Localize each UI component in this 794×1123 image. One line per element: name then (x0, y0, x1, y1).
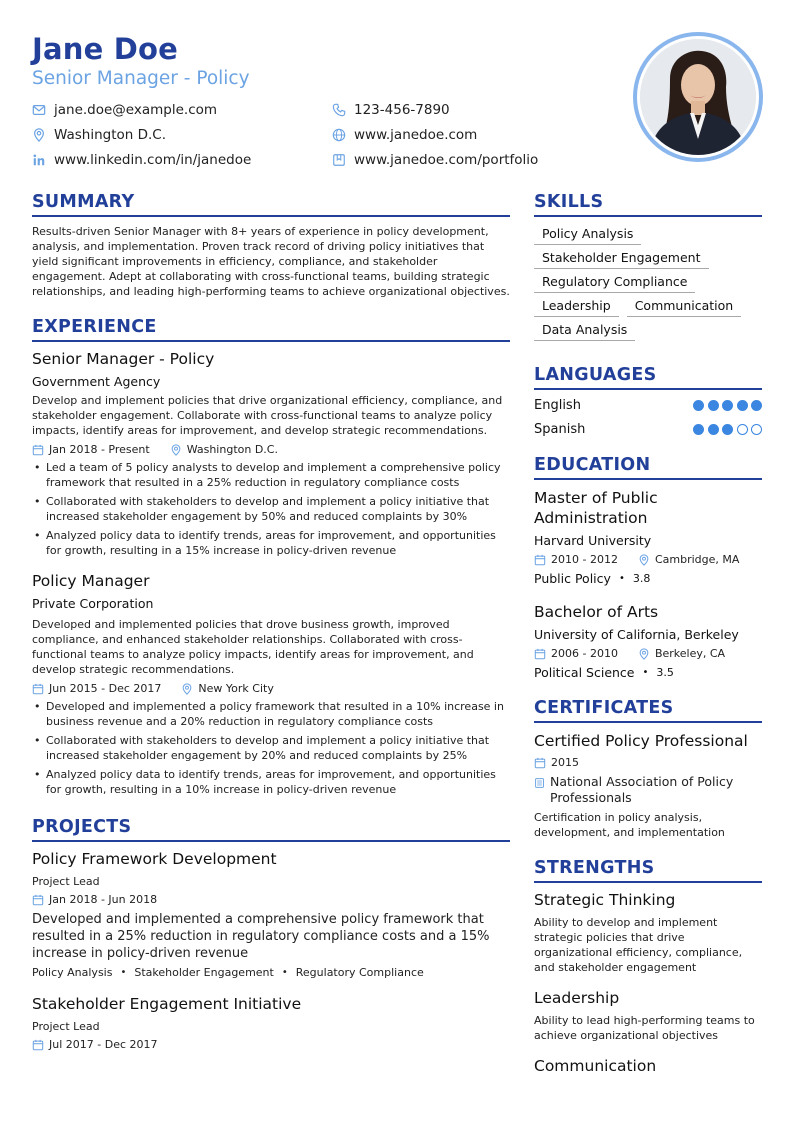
strength-item (534, 989, 762, 1043)
level-dot-filled (722, 424, 733, 435)
strength-title: Communication (534, 1057, 657, 1075)
experience-heading: EXPERIENCE (32, 317, 510, 342)
project-tags (32, 966, 510, 979)
job-bullet: • Collaborated with stakeholders to develop and implement a policy initiative that increased stakeholder engagement by 20% and reduced complaints by 25% (32, 733, 510, 763)
education-location: Cambridge, MA (654, 553, 740, 566)
job-description: Develop and implement policies that drive organizational efficiency, compliance, and stakeholder engagement. Collaborate with cross-functional teams to analyze policy impacts, identify areas for improvement, and develop strategic recommendations. (32, 394, 503, 437)
project-tag: Regulatory Compliance (295, 966, 424, 979)
job-company: Government Agency (32, 374, 161, 389)
location-pin-icon (638, 554, 650, 566)
education-field-row (534, 665, 762, 680)
level-dot-filled (708, 424, 719, 435)
job-dates: Jun 2015 - Dec 2017 (49, 682, 162, 695)
languages-heading: LANGUAGES (534, 365, 762, 390)
education-dates: 2010 - 2012 (551, 553, 618, 566)
profile-photo (640, 39, 756, 155)
institution-icon (534, 776, 545, 790)
project-meta (32, 1038, 510, 1051)
location-pin-icon (638, 648, 650, 660)
phone-text: 123-456-7890 (354, 102, 450, 118)
education-school: Harvard University (534, 533, 652, 548)
skills-heading: SKILLS (534, 192, 762, 217)
tag-separator: • (120, 967, 127, 978)
calendar-icon (534, 554, 546, 566)
location-pin-icon (32, 128, 46, 142)
location-pin-icon (170, 444, 182, 456)
strength-description: Ability to lead high-performing teams to achieve organizational objectives (534, 1014, 755, 1042)
tag-separator: • (281, 967, 288, 978)
level-dot-empty (751, 424, 762, 435)
globe-icon (332, 128, 346, 142)
project-item (32, 850, 510, 979)
education-location: Berkeley, CA (654, 647, 726, 660)
education-meta (534, 553, 762, 566)
phone-icon (332, 103, 346, 117)
project-title: Policy Framework Development (32, 850, 277, 868)
job-title: Senior Manager - Policy (32, 350, 215, 368)
contact-website[interactable] (332, 127, 477, 143)
education-field-row (534, 571, 762, 586)
project-role: Project Lead (32, 1020, 100, 1033)
strength-item (534, 1057, 762, 1075)
certificates-heading: CERTIFICATES (534, 698, 762, 723)
linkedin-icon (32, 153, 46, 167)
strength-description: Ability to develop and implement strategic policies that drive organizational efficiency, compliance, and stakeholder engagement (534, 916, 743, 974)
certificate-issuer-row (534, 774, 762, 806)
level-dot-filled (722, 400, 733, 411)
strengths-heading: STRENGTHS (534, 858, 762, 883)
language-row (534, 398, 762, 413)
experience-item (32, 350, 510, 558)
language-level (690, 400, 763, 411)
job-bullet: • Led a team of 5 policy analysts to develop and implement a comprehensive policy framework that resulted in a 25% reduction in regulatory compliance costs (32, 460, 510, 490)
certificate-meta (534, 756, 762, 769)
project-item (32, 995, 510, 1051)
projects-heading: PROJECTS (32, 817, 510, 842)
project-dates: Jul 2017 - Dec 2017 (49, 1038, 158, 1051)
level-dot-filled (737, 400, 748, 411)
level-dot-filled (708, 400, 719, 411)
contact-linkedin[interactable] (32, 152, 251, 168)
project-description: Developed and implemented a comprehensive policy framework that resulted in a 25% reduction in regulatory compliance costs and a 15% increase in policy-driven revenue (32, 912, 490, 961)
education-gpa: 3.8 (632, 572, 651, 585)
job-meta (32, 682, 510, 695)
job-company: Private Corporation (32, 596, 154, 611)
education-item (534, 488, 762, 586)
job-dates: Jan 2018 - Present (49, 443, 150, 456)
language-name: Spanish (534, 422, 586, 437)
candidate-title: Senior Manager - Policy (32, 68, 250, 89)
certificate-item (534, 731, 762, 840)
education-meta (534, 647, 762, 660)
summary-text: Results-driven Senior Manager with 8+ years of experience in policy development, analysis, and implementation. Proven track record of driving policy initiatives that yield significant improvements in efficiency, compliance, and stakeholder engagement. Adept at collaborating with cross-functional teams, building strategic relationships, and leading high-performing teams to achieve organizational objectives. (32, 225, 510, 298)
education-degree: Bachelor of Arts (534, 603, 659, 621)
skills-list (534, 225, 762, 345)
calendar-icon (32, 444, 44, 456)
calendar-icon (32, 683, 44, 695)
education-dates: 2006 - 2010 (551, 647, 618, 660)
calendar-icon (534, 757, 546, 769)
contact-location (32, 127, 166, 143)
education-field: Political Science (534, 665, 635, 680)
calendar-icon (32, 894, 44, 906)
level-dot-filled (693, 424, 704, 435)
certificate-description: Certification in policy analysis, development, and implementation (534, 811, 725, 839)
skill-tag: Policy Analysis (534, 225, 641, 245)
portfolio-text: www.janedoe.com/portfolio (354, 152, 539, 168)
portrait-illustration (640, 39, 756, 155)
level-dot-filled (751, 400, 762, 411)
right-column (534, 192, 762, 1075)
level-dot-empty (737, 424, 748, 435)
job-bullet: • Analyzed policy data to identify trends, areas for improvement, and opportunities for growth, resulting in a 15% increase in policy-driven revenue (32, 528, 510, 558)
certificate-name: Certified Policy Professional (534, 732, 748, 750)
calendar-icon (32, 1039, 44, 1051)
portfolio-icon (332, 153, 346, 167)
language-row (534, 422, 762, 437)
education-field: Public Policy (534, 571, 611, 586)
project-role: Project Lead (32, 875, 100, 888)
project-tag: Stakeholder Engagement (134, 966, 274, 979)
profile-photo-frame (633, 32, 763, 162)
skill-tag: Communication (627, 297, 742, 317)
skill-tag: Data Analysis (534, 321, 635, 341)
certificate-year: 2015 (551, 756, 579, 769)
project-tag: Policy Analysis (32, 966, 113, 979)
job-bullet: • Developed and implemented a policy framework that resulted in a 10% increase in business revenue and a 20% reduction in regulatory compliance costs (32, 699, 510, 729)
job-location: Washington D.C. (186, 443, 278, 456)
strength-title: Leadership (534, 989, 620, 1007)
job-location: New York City (198, 682, 274, 695)
project-meta (32, 893, 510, 906)
linkedin-text: www.linkedin.com/in/janedoe (54, 152, 252, 168)
level-dot-filled (693, 400, 704, 411)
education-gpa: 3.5 (656, 666, 674, 679)
language-level (690, 424, 763, 435)
education-heading: EDUCATION (534, 455, 762, 480)
job-title: Policy Manager (32, 572, 150, 590)
location-pin-icon (181, 683, 193, 695)
strength-title: Strategic Thinking (534, 891, 676, 909)
job-bullets (32, 699, 510, 797)
email-icon (32, 103, 46, 117)
contact-portfolio[interactable] (332, 152, 538, 168)
skill-tag: Leadership (534, 297, 619, 317)
candidate-name: Jane Doe (32, 32, 179, 66)
job-meta (32, 443, 510, 456)
summary-heading: SUMMARY (32, 192, 510, 217)
skill-tag: Stakeholder Engagement (534, 249, 709, 269)
project-dates: Jan 2018 - Jun 2018 (49, 893, 158, 906)
skill-tag: Regulatory Compliance (534, 273, 695, 293)
contact-email[interactable] (32, 102, 217, 118)
project-title: Stakeholder Engagement Initiative (32, 995, 302, 1013)
job-description: Developed and implemented policies that drove business growth, improved compliance, and enhanced stakeholder relationships. Collaborated with cross-functional teams to analyze policy impacts, identify areas for improvement, and develop strategic recommendations. (32, 618, 474, 676)
email-text: jane.doe@example.com (54, 102, 218, 118)
left-column (32, 192, 510, 1051)
job-bullets (32, 460, 510, 558)
job-bullet: • Analyzed policy data to identify trends, areas for improvement, and opportunities for growth, resulting in a 10% increase in policy-driven revenue (32, 767, 510, 797)
experience-item (32, 572, 510, 797)
language-name: English (534, 398, 581, 413)
education-school: University of California, Berkeley (534, 627, 739, 642)
calendar-icon (534, 648, 546, 660)
job-bullet: • Collaborated with stakeholders to develop and implement a policy initiative that increased stakeholder engagement by 50% and reduced complaints by 30% (32, 494, 510, 524)
website-text: www.janedoe.com (354, 127, 478, 143)
education-degree: Master of Public Administration (534, 489, 658, 527)
field-separator: • (642, 667, 649, 678)
contact-phone[interactable] (332, 102, 450, 118)
field-separator: • (618, 573, 625, 584)
education-item (534, 602, 762, 680)
certificate-issuer: National Association of Policy Professionals (550, 774, 734, 805)
strength-item (534, 891, 762, 975)
location-text: Washington D.C. (54, 127, 167, 143)
